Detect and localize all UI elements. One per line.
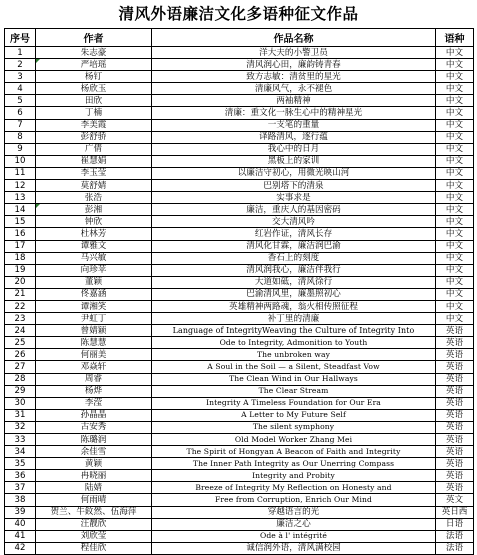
table-row: [5, 252, 474, 264]
row-language: 中文: [436, 155, 474, 167]
row-work-title: 我心中的日月: [152, 143, 436, 155]
row-number: 30: [5, 397, 36, 409]
table-row: [5, 518, 474, 530]
row-number: 41: [5, 530, 36, 542]
row-author: 周睿: [36, 373, 152, 385]
row-language: 中文: [436, 47, 474, 59]
row-number: 39: [5, 506, 36, 518]
row-work-title: A Letter to My Future Self: [152, 409, 436, 421]
table-row: [5, 155, 474, 167]
row-language: 中文: [436, 83, 474, 95]
row-language: 日语: [436, 518, 474, 530]
header-language: 语种: [436, 29, 474, 47]
row-author: 陈璐润: [36, 434, 152, 446]
row-language: 英语: [436, 482, 474, 494]
table-row: [5, 337, 474, 349]
row-number: 36: [5, 470, 36, 482]
row-work-title: 实事求是: [152, 192, 436, 204]
table-row: [5, 204, 474, 216]
row-number: 16: [5, 228, 36, 240]
table-row: [5, 131, 474, 143]
row-author: 汪靓欣: [36, 518, 152, 530]
table-row: [5, 192, 474, 204]
row-language: 中文: [436, 59, 474, 71]
row-author: 杨欣玉: [36, 83, 152, 95]
table-row: [5, 228, 474, 240]
row-number: 6: [5, 107, 36, 119]
row-author: 李玉莹: [36, 167, 152, 179]
row-work-title: Breeze of Integrity My Reflection on Honesty and: [152, 482, 436, 494]
table-row: [5, 446, 474, 458]
row-work-title: 香石上的刻度: [152, 252, 436, 264]
row-number: 42: [5, 542, 36, 554]
row-author: 崔慧娟: [36, 155, 152, 167]
row-work-title: 巴别塔下的清泉: [152, 180, 436, 192]
row-author: 佟嘉涵: [36, 288, 152, 300]
row-author: 冉晓丽: [36, 470, 152, 482]
row-language: 中文: [436, 107, 474, 119]
row-number: 22: [5, 300, 36, 312]
row-author: 杨钉: [36, 71, 152, 83]
row-language: 英语: [436, 446, 474, 458]
row-author: 彭舒骄: [36, 131, 152, 143]
row-work-title: 清风化甘霖，廉洁润巴渝: [152, 240, 436, 252]
table-row: [5, 107, 474, 119]
table-row: [5, 180, 474, 192]
row-number: 27: [5, 361, 36, 373]
row-work-title: 廉洁之心: [152, 518, 436, 530]
row-number: 5: [5, 95, 36, 107]
row-number: 4: [5, 83, 36, 95]
row-language: 中文: [436, 240, 474, 252]
row-number: 25: [5, 337, 36, 349]
row-language: 英语: [436, 409, 474, 421]
row-language: 中文: [436, 95, 474, 107]
row-language: 英日西: [436, 506, 474, 518]
row-work-title: Ode à l' intégrité: [152, 530, 436, 542]
table-row: [5, 434, 474, 446]
row-language: 中文: [436, 300, 474, 312]
row-author: 朱志豪: [36, 47, 152, 59]
table-row: [5, 59, 474, 71]
row-work-title: Free from Corruption, Enrich Our Mind: [152, 494, 436, 506]
table-row: [5, 119, 474, 131]
row-language: 英语: [436, 434, 474, 446]
row-work-title: 洋大夫的小警卫员: [152, 47, 436, 59]
row-number: 9: [5, 143, 36, 155]
row-number: 7: [5, 119, 36, 131]
row-work-title: Integrity A Timeless Foundation for Our Era: [152, 397, 436, 409]
row-author: 董颖: [36, 276, 152, 288]
row-author: 黄颖: [36, 458, 152, 470]
row-number: 40: [5, 518, 36, 530]
row-author: 杨烨: [36, 385, 152, 397]
row-number: 17: [5, 240, 36, 252]
row-author: 丁楠: [36, 107, 152, 119]
row-work-title: Ode to Integrity, Admonition to Youth: [152, 337, 436, 349]
row-language: 中文: [436, 71, 474, 83]
row-language: 中文: [436, 313, 474, 325]
header-number: 序号: [5, 29, 36, 47]
row-work-title: Integrity and Probity: [152, 470, 436, 482]
row-work-title: 穿越语言的光: [152, 506, 436, 518]
row-work-title: 诚信润外语，清风满校园: [152, 542, 436, 554]
row-work-title: 黑板上的家训: [152, 155, 436, 167]
row-language: 英语: [436, 470, 474, 482]
row-work-title: The Clean Wind in Our Hallways: [152, 373, 436, 385]
table-row: [5, 71, 474, 83]
row-author: 莫舒婧: [36, 180, 152, 192]
row-work-title: 以廉洁守初心，用微光映山河: [152, 167, 436, 179]
row-language: 中文: [436, 264, 474, 276]
row-author: 向珍苹: [36, 264, 152, 276]
row-author: 张浩: [36, 192, 152, 204]
table-row: [5, 530, 474, 542]
row-number: 2: [5, 59, 36, 71]
table-row: [5, 143, 474, 155]
table-row: [5, 83, 474, 95]
row-work-title: 译路清风，逐行蕴: [152, 131, 436, 143]
row-number: 20: [5, 276, 36, 288]
row-work-title: A Soul in the Soil — a Silent, Steadfast Vow: [152, 361, 436, 373]
row-number: 10: [5, 155, 36, 167]
row-work-title: 清廉：重文化一脉生心中的精神星光: [152, 107, 436, 119]
row-work-title: Old Model Worker Zhang Mei: [152, 434, 436, 446]
table-row: [5, 494, 474, 506]
row-author: 谭湘笑: [36, 300, 152, 312]
row-author: 刘欣莹: [36, 530, 152, 542]
row-number: 29: [5, 385, 36, 397]
document-title: 清风外语廉洁文化多语种征文作品: [118, 4, 359, 23]
row-number: 38: [5, 494, 36, 506]
table-row: [5, 167, 474, 179]
table-row: [5, 458, 474, 470]
row-language: 中文: [436, 216, 474, 228]
table-row: [5, 482, 474, 494]
row-number: 23: [5, 313, 36, 325]
table-row: [5, 264, 474, 276]
row-number: 35: [5, 458, 36, 470]
row-number: 31: [5, 409, 36, 421]
row-number: 8: [5, 131, 36, 143]
row-number: 19: [5, 264, 36, 276]
row-language: 法语: [436, 542, 474, 554]
row-work-title: 英雄精神两路魂，翁火相传照征程: [152, 300, 436, 312]
row-language: 英文: [436, 494, 474, 506]
row-language: 英语: [436, 349, 474, 361]
row-language: 中文: [436, 252, 474, 264]
table-row: [5, 470, 474, 482]
row-number: 18: [5, 252, 36, 264]
table-row: [5, 95, 474, 107]
row-number: 24: [5, 325, 36, 337]
row-language: 中文: [436, 143, 474, 155]
row-author: 谭雅文: [36, 240, 152, 252]
row-language: 英语: [436, 385, 474, 397]
row-work-title: Language of IntegrityWeaving the Culture of Integrity Into: [152, 325, 436, 337]
row-language: 英语: [436, 373, 474, 385]
table-row: [5, 240, 474, 252]
row-number: 1: [5, 47, 36, 59]
row-language: 英语: [436, 397, 474, 409]
row-author: 李美霞: [36, 119, 152, 131]
row-author: 古安秀: [36, 421, 152, 433]
table-row: [5, 421, 474, 433]
row-number: 14: [5, 204, 36, 216]
row-author: 尹虹丁: [36, 313, 152, 325]
row-number: 13: [5, 192, 36, 204]
row-author: 李滢: [36, 397, 152, 409]
row-number: 15: [5, 216, 36, 228]
row-language: 中文: [436, 167, 474, 179]
row-work-title: 两袖精神: [152, 95, 436, 107]
table-row: [5, 300, 474, 312]
row-author: 田欣: [36, 95, 152, 107]
submissions-table: [4, 28, 474, 555]
row-author: 彭湘: [36, 204, 152, 216]
table-header-row: [5, 29, 474, 47]
row-work-title: 廉洁，重庆人的基因密码: [152, 204, 436, 216]
table-row: [5, 313, 474, 325]
table-row: [5, 385, 474, 397]
row-author: 邓焱轩: [36, 361, 152, 373]
row-author: 严培瑶: [36, 59, 152, 71]
row-language: 中文: [436, 204, 474, 216]
row-work-title: 大道如砥，清风徐行: [152, 276, 436, 288]
row-language: 英语: [436, 458, 474, 470]
row-author: 钟欣: [36, 216, 152, 228]
table-row: [5, 373, 474, 385]
row-number: 26: [5, 349, 36, 361]
row-language: 英语: [436, 361, 474, 373]
row-work-title: The Clear Stream: [152, 385, 436, 397]
row-work-title: 交大清风吟: [152, 216, 436, 228]
row-language: 英语: [436, 337, 474, 349]
row-author: 陈慧慧: [36, 337, 152, 349]
row-author: 陆婧: [36, 482, 152, 494]
row-author: 杜林芳: [36, 228, 152, 240]
row-work-title: 红岩作证，清风长存: [152, 228, 436, 240]
row-author: 何雨晴: [36, 494, 152, 506]
row-author: 程佳欣: [36, 542, 152, 554]
row-language: 中文: [436, 228, 474, 240]
row-author: 广倩: [36, 143, 152, 155]
row-work-title: 清廉风气，永不褪色: [152, 83, 436, 95]
row-language: 中文: [436, 131, 474, 143]
table-row: [5, 325, 474, 337]
table-row: [5, 397, 474, 409]
row-language: 法语: [436, 530, 474, 542]
header-work-title: 作品名称: [152, 29, 436, 47]
row-work-title: The silent symphony: [152, 421, 436, 433]
table-row: [5, 361, 474, 373]
row-author: 孙晶晶: [36, 409, 152, 421]
row-work-title: 清风润心田，廉韵铸青春: [152, 59, 436, 71]
row-language: 中文: [436, 180, 474, 192]
row-author: 何丽美: [36, 349, 152, 361]
table-row: [5, 276, 474, 288]
row-language: 英语: [436, 325, 474, 337]
table-row: [5, 542, 474, 554]
row-number: 37: [5, 482, 36, 494]
table-row: [5, 506, 474, 518]
row-author: 余佳雪: [36, 446, 152, 458]
row-language: 中文: [436, 119, 474, 131]
row-author: 马兴敏: [36, 252, 152, 264]
table-row: [5, 47, 474, 59]
row-number: 32: [5, 421, 36, 433]
table-row: [5, 216, 474, 228]
row-language: 中文: [436, 288, 474, 300]
row-work-title: 清风润我心，廉洁伴我行: [152, 264, 436, 276]
row-author: 贺兰、牛鈫然、伍海萍: [36, 506, 152, 518]
row-language: 英语: [436, 421, 474, 433]
table-row: [5, 349, 474, 361]
row-work-title: 巴渝清风里，廉墨照初心: [152, 288, 436, 300]
row-number: 28: [5, 373, 36, 385]
row-number: 33: [5, 434, 36, 446]
row-number: 3: [5, 71, 36, 83]
row-author: 曾婧颖: [36, 325, 152, 337]
table-row: [5, 288, 474, 300]
row-work-title: 致方志敏：清贫里的星光: [152, 71, 436, 83]
row-work-title: The Inner Path Integrity as Our Unerring Compass: [152, 458, 436, 470]
row-number: 21: [5, 288, 36, 300]
row-number: 34: [5, 446, 36, 458]
row-work-title: 一支笔的重量: [152, 119, 436, 131]
row-work-title: The Spirit of Hongyan A Beacon of Faith and Integrity: [152, 446, 436, 458]
row-language: 中文: [436, 192, 474, 204]
row-number: 11: [5, 167, 36, 179]
row-number: 12: [5, 180, 36, 192]
row-work-title: The unbroken way: [152, 349, 436, 361]
table-row: [5, 409, 474, 421]
row-language: 中文: [436, 276, 474, 288]
header-author: 作者: [36, 29, 152, 47]
row-work-title: 补丁里的清廉: [152, 313, 436, 325]
